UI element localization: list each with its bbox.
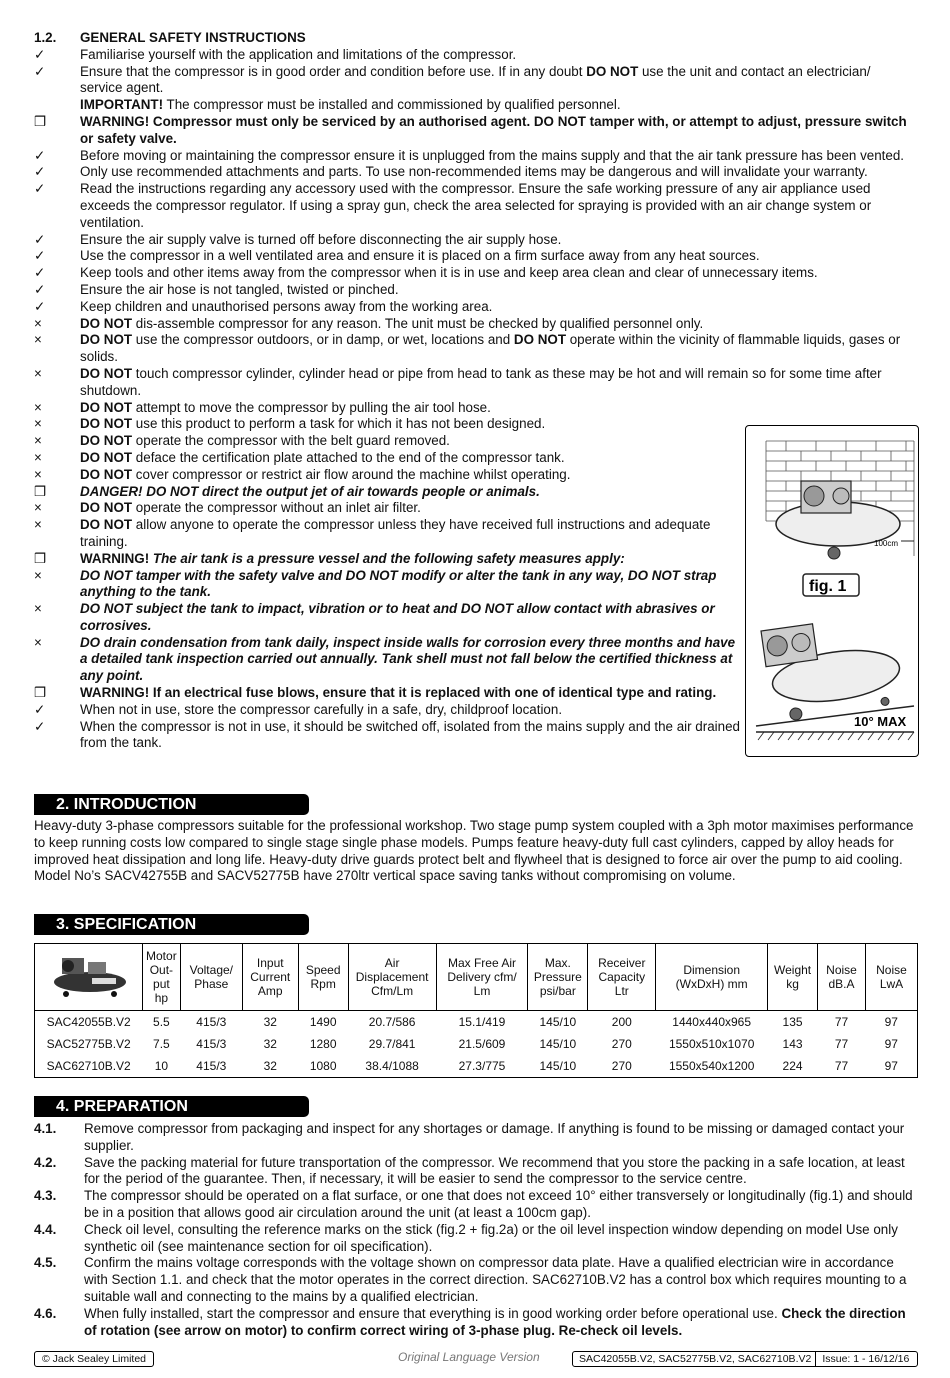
text-run: The compressor should be operated on a flat surface, or one that does not exceed 10° either transversely or longitudinally (fig.1) and should be in a position that allows good air circulation around the unit (at least a 100cm gap). — [84, 1188, 913, 1220]
cross-icon: × — [34, 567, 42, 583]
compressor-placement-illustration — [746, 426, 918, 756]
col-weight: Weight kg — [768, 944, 818, 1011]
safety-item-text — [80, 500, 742, 517]
table-cell: 135 — [782, 1015, 803, 1029]
safety-item — [34, 232, 914, 249]
safety-item-text — [80, 601, 742, 635]
figure-distance-label: 100cm — [874, 539, 899, 548]
preparation-number: 4.4. — [34, 1221, 57, 1237]
safety-item — [34, 114, 914, 148]
preparation-heading: 4. PREPARATION — [34, 1096, 309, 1117]
safety-item-text — [80, 568, 742, 602]
text-run: When not in use, store the compressor carefully in a safe, dry, childproof location. — [80, 701, 563, 717]
cross-icon: × — [34, 365, 42, 381]
preparation-number: 4.3. — [34, 1188, 57, 1204]
cross-icon: × — [34, 416, 42, 432]
safety-item-text — [80, 282, 914, 299]
safety-item — [34, 299, 914, 316]
compressor-icon — [48, 952, 128, 1000]
footer-model-issue — [572, 1351, 918, 1367]
check-icon: ✓ — [34, 248, 46, 264]
text-run: Only use recommended attachments and parts. To use non-recommended items may be dangerous and will invalidate your warranty. — [80, 164, 868, 180]
table-cell: 97 — [884, 1015, 898, 1029]
cross-icon: × — [34, 634, 42, 650]
text-run: use the unit and contact an electrician/ service agent. — [80, 63, 871, 96]
text-run: Use the compressor in a well ventilated area and ensure it is placed on a firm surface away from any heat sources. — [80, 248, 760, 264]
preparation-text — [84, 1222, 914, 1256]
text-run: dis-assemble compressor for any reason. The unit must be checked by qualified personnel only. — [132, 315, 704, 331]
safety-item-text — [80, 64, 914, 98]
specification-body — [35, 1011, 918, 1078]
table-cell: 415/3 — [196, 1037, 227, 1051]
table-cell: 1550x540x1200 — [656, 1055, 768, 1078]
preparation-number: 4.5. — [34, 1255, 57, 1271]
text-run: Keep children and unauthorised persons away from the working area. — [80, 298, 493, 314]
text-run: DO drain condensation from tank daily, inspect inside walls for corrosion every three months and have a detailed tank inspection carried out annually. Tank shell must not fall below the certified thickness at any point. — [80, 634, 736, 684]
text-run: use this product to perform a task for which it has not been designed. — [132, 416, 546, 432]
safety-item — [34, 164, 914, 181]
table-cell: 200 — [611, 1015, 632, 1029]
table-cell: 97 — [865, 1055, 917, 1078]
safety-item-text — [80, 400, 742, 417]
safety-item — [34, 316, 914, 333]
text-run: deface the certification plate attached to the end of the compressor tank. — [132, 449, 565, 465]
specification-heading: 3. SPECIFICATION — [34, 914, 309, 935]
table-row — [35, 1011, 918, 1034]
check-icon: ✓ — [34, 147, 46, 163]
safety-item — [34, 64, 914, 98]
safety-item — [34, 248, 914, 265]
specification-table — [34, 943, 918, 1078]
safety-item-text — [80, 450, 742, 467]
check-icon: ✓ — [34, 718, 46, 734]
preparation-text — [84, 1155, 914, 1189]
safety-item-text — [80, 517, 742, 551]
table-cell: 270 — [611, 1037, 632, 1051]
check-icon: ✓ — [34, 181, 46, 197]
text-run: DO NOT subject the tank to impact, vibration or to heat and DO NOT allow contact with abrasives or corrosives. — [80, 601, 715, 633]
safety-item-text — [80, 316, 914, 333]
text-run: DO NOT — [80, 433, 133, 449]
safety-item-text — [80, 232, 914, 249]
table-cell: 145/10 — [539, 1037, 577, 1051]
cross-icon: × — [34, 315, 42, 331]
text-run: The air tank is a pressure vessel and the following safety measures apply: — [152, 550, 625, 566]
preparation-item — [34, 1306, 914, 1340]
safety-item-text — [80, 181, 914, 231]
preparation-item — [34, 1222, 914, 1256]
safety-item — [34, 265, 914, 282]
safety-item-text — [80, 433, 742, 450]
check-icon: ✓ — [34, 231, 46, 247]
text-run: WARNING! Compressor must only be serviced by an authorised agent. DO NOT tamper with, or attempt to adjust, pressure switch or safety valve. — [80, 113, 907, 146]
text-run: attempt to move the compressor by pulling the air tool hose. — [132, 399, 491, 415]
safety-item — [34, 400, 914, 417]
figure-label: fig. 1 — [809, 578, 847, 595]
col-noise-dba: Noise dB.A — [818, 944, 866, 1011]
table-row — [35, 1055, 918, 1078]
compressor-thumbnail — [35, 944, 143, 1011]
specification-header-row — [35, 944, 918, 1011]
warning-box-icon: ❒ — [34, 550, 47, 566]
safety-item-text — [80, 635, 742, 685]
safety-item-text — [80, 416, 742, 433]
text-run: Confirm the mains voltage corresponds with the voltage shown on compressor data plate. Have a qualified electrician wire in accordance with Section 1.1. and check that the motor operates in the correct direction. SAC62710B.V2 has a control box which requires mounting to a suitable wall and connecting to the mains by a qualified electrician. — [84, 1255, 907, 1304]
text-run: DO NOT — [80, 500, 133, 516]
table-cell: 29.7/841 — [368, 1037, 416, 1051]
preparation-text — [84, 1188, 914, 1222]
text-run: Ensure the air hose is not tangled, twisted or pinched. — [80, 281, 399, 297]
check-icon: ✓ — [34, 701, 46, 717]
table-cell: 1280 — [309, 1037, 337, 1051]
text-run: When fully installed, start the compressor and ensure that everything is in good working order before operational use. — [84, 1305, 782, 1321]
model-number: SAC52775B.V2 — [46, 1037, 131, 1051]
col-max-free-air: Max Free Air Delivery cfm/ Lm — [436, 944, 528, 1011]
safety-number: 1.2. — [34, 30, 57, 45]
col-air-displacement: Air Displacement Cfm/Lm — [348, 944, 436, 1011]
warning-box-icon: ❒ — [34, 483, 47, 499]
model-number: SAC62710B.V2 — [35, 1055, 143, 1078]
blank-marker — [34, 97, 80, 114]
preparation-item — [34, 1188, 914, 1222]
check-icon: ✓ — [34, 265, 46, 281]
cross-icon: × — [34, 466, 42, 482]
text-run: Before moving or maintaining the compressor ensure it is unplugged from the mains supply and that the air tank pressure has been vented. — [80, 147, 904, 163]
text-run: DO NOT — [586, 63, 639, 79]
cross-icon: × — [34, 500, 42, 516]
col-motor-output: Motor Out-put hp — [142, 944, 180, 1011]
footer-copyright: © Jack Sealey Limited — [34, 1351, 154, 1367]
col-dimension: Dimension (WxDxH) mm — [656, 944, 768, 1011]
text-run: Ensure that the compressor is in good order and condition before use. If in any doubt — [80, 63, 587, 79]
table-cell: 143 — [782, 1037, 803, 1051]
safety-item — [34, 47, 914, 64]
safety-item-text — [80, 164, 914, 181]
table-cell: 97 — [884, 1037, 898, 1051]
text-run: DO NOT — [80, 449, 133, 465]
safety-item-text — [80, 484, 742, 501]
figure-angle-label: 10° MAX — [854, 714, 907, 729]
footer-language: Original Language Version — [398, 1350, 540, 1364]
cross-icon: × — [34, 517, 42, 533]
check-icon: ✓ — [34, 46, 46, 62]
text-run: Check the direction of rotation (see arrow on motor) to confirm correct wiring of 3-phase plug. Re-check oil levels. — [84, 1305, 906, 1338]
preparation-text — [84, 1121, 914, 1155]
safety-item-text — [80, 97, 914, 114]
cross-icon: × — [34, 449, 42, 465]
preparation-item — [34, 1155, 914, 1189]
check-icon: ✓ — [34, 63, 46, 79]
text-run: operate the compressor with the belt guard removed. — [132, 433, 450, 449]
text-run: DO NOT — [80, 466, 133, 482]
text-run: DO NOT — [80, 399, 133, 415]
col-receiver-capacity: Receiver Capacity Ltr — [588, 944, 656, 1011]
table-cell: 32 — [263, 1037, 277, 1051]
text-run: DO NOT — [80, 332, 133, 348]
text-run: DO NOT — [80, 416, 133, 432]
text-run: Remove compressor from packaging and inspect for any shortages or damage. If anything is found to be missing or damaged contact your supplier. — [84, 1121, 905, 1153]
text-run: Familiarise yourself with the application and limitations of the compressor. — [80, 46, 517, 62]
text-run: When the compressor is not in use, it should be switched off, isolated from the mains supply and the air drained from the tank. — [80, 718, 740, 751]
col-noise-lwa: Noise LwA — [865, 944, 917, 1011]
safety-heading — [34, 30, 914, 47]
preparation-item — [34, 1255, 914, 1305]
cross-icon: × — [34, 601, 42, 617]
text-run: use the compressor outdoors, or in damp, or wet, locations and — [132, 332, 514, 348]
safety-item — [34, 332, 914, 366]
table-cell: 270 — [588, 1055, 656, 1078]
safety-item-text — [80, 685, 742, 702]
col-max-pressure: Max. Pressure psi/bar — [528, 944, 588, 1011]
text-run: Ensure the air supply valve is turned off before disconnecting the air supply hose. — [80, 231, 562, 247]
text-run: DO NOT — [80, 315, 133, 331]
text-run: Check oil level, consulting the reference marks on the stick (fig.2 + fig.2a) or the oil level inspection window depending on model Use only synthetic oil (see maintenance section for oil specification). — [84, 1221, 898, 1254]
cross-icon: × — [34, 399, 42, 415]
preparation-number: 4.1. — [34, 1121, 57, 1136]
footer-models: SAC42055B.V2, SAC52775B.V2, SAC62710B.V2 — [573, 1352, 816, 1366]
text-run: cover compressor or restrict air flow around the machine whilst operating. — [132, 466, 571, 482]
cross-icon: × — [34, 332, 42, 348]
text-run: touch compressor cylinder, cylinder head or pipe from head to tank as these may be hot and will remain so for some time after shutdown. — [80, 365, 882, 398]
model-number: SAC42055B.V2 — [46, 1015, 131, 1029]
text-run: operate within the vicinity of flammable liquids, gases or solids. — [80, 332, 901, 365]
safety-item-text — [80, 248, 914, 265]
safety-item-text — [80, 551, 742, 568]
table-cell: 21.5/609 — [458, 1037, 506, 1051]
table-cell: 415/3 — [196, 1015, 227, 1029]
safety-item-text — [80, 114, 914, 148]
safety-item-text — [80, 467, 742, 484]
text-run: The compressor must be installed and commissioned by qualified personnel. — [163, 97, 621, 113]
text-run: allow anyone to operate the compressor unless they have received full instructions and adequate training. — [80, 517, 711, 549]
table-cell: 10 — [142, 1055, 180, 1078]
table-cell: 7.5 — [153, 1037, 170, 1051]
text-run: DO NOT — [513, 332, 566, 348]
col-speed: Speed Rpm — [298, 944, 348, 1011]
preparation-item — [34, 1121, 914, 1155]
text-run: Save the packing material for future transportation of the compressor. We recommend that you store the packing in a safe location, at least for the period of the guarantee. Then, if necessary, it will be easier to send the compressor to the service centre. — [84, 1154, 905, 1187]
check-icon: ✓ — [34, 298, 46, 314]
preparation-number: 4.6. — [34, 1305, 57, 1321]
table-cell: 38.4/1088 — [348, 1055, 436, 1078]
table-row — [35, 1033, 918, 1055]
preparation-list — [34, 1121, 914, 1339]
preparation-text — [84, 1255, 914, 1305]
safety-item-text — [80, 719, 742, 753]
text-run: Keep tools and other items away from the compressor when it is in use and keep area clean and clear of unnecessary items. — [80, 265, 818, 281]
table-cell: 77 — [834, 1015, 849, 1029]
safety-item-text — [80, 47, 914, 64]
footer-issue: Issue: 1 - 16/12/16 — [822, 1353, 910, 1365]
safety-item-text — [80, 148, 914, 165]
text-run: DO NOT — [80, 517, 133, 533]
table-cell: 1440x440x965 — [672, 1015, 752, 1029]
safety-item-text — [80, 366, 914, 400]
table-cell: 1550x510x1070 — [668, 1037, 755, 1051]
table-cell: 77 — [818, 1055, 866, 1078]
table-cell: 27.3/775 — [436, 1055, 528, 1078]
table-cell: 415/3 — [180, 1055, 242, 1078]
introduction-heading: 2. INTRODUCTION — [34, 794, 309, 815]
table-cell: 145/10 — [528, 1055, 588, 1078]
table-cell: 15.1/419 — [458, 1015, 506, 1029]
col-voltage-phase: Voltage/ Phase — [180, 944, 242, 1011]
safety-item — [34, 148, 914, 165]
table-cell: 77 — [834, 1037, 849, 1051]
text-run: DANGER! DO NOT direct the output jet of air towards people or animals. — [80, 483, 540, 499]
introduction-text: Heavy-duty 3-phase compressors suitable for the professional workshop. Two stage pump system coupled with a 3ph motor maximises performance to keep running costs low compared to single stage single phase models. Pumps feature heavy-duty full cast cylinders, capped by alloy heads for improved heat dissipation and long life. Heavy-duty drive guards protect belt and flywheel that is designed to force air over the pump to aid cooling. Model No’s SACV42755B and SACV52775B have 270ltr vertical space saving tanks without compromising on volume. — [34, 818, 914, 884]
safety-item-text — [80, 299, 914, 316]
warning-box-icon: ❒ — [34, 113, 47, 129]
figure-1 — [745, 425, 919, 757]
safety-item — [34, 181, 914, 231]
safety-item — [34, 282, 914, 299]
text-run: Read the instructions regarding any accessory used with the compressor. Ensure the safe working pressure of any air appliance used exceeds the compressor regulator. If using a spray gun, check the area selected for spraying is provided with an air change system or ventilation. — [80, 181, 872, 230]
text-run: operate the compressor without an inlet air filter. — [132, 500, 421, 516]
check-icon: ✓ — [34, 164, 46, 180]
safety-item-text — [80, 265, 914, 282]
safety-item — [34, 97, 914, 114]
check-icon: ✓ — [34, 281, 46, 297]
warning-box-icon: ❒ — [34, 685, 47, 701]
table-cell: 5.5 — [153, 1015, 170, 1029]
cross-icon: × — [34, 433, 42, 449]
text-run: DO NOT — [80, 365, 133, 381]
col-input-current: Input Current Amp — [242, 944, 298, 1011]
table-cell: 145/10 — [539, 1015, 577, 1029]
safety-title: GENERAL SAFETY INSTRUCTIONS — [80, 30, 306, 45]
text-run: WARNING! If an electrical fuse blows, ensure that it is replaced with one of identical type and rating. — [80, 685, 717, 701]
text-run: DO NOT tamper with the safety valve and DO NOT modify or alter the tank in any way, DO NOT strap anything to the tank. — [80, 567, 717, 600]
text-run: WARNING! — [80, 550, 153, 566]
table-cell: 32 — [242, 1055, 298, 1078]
table-cell: 224 — [768, 1055, 818, 1078]
safety-item-text — [80, 702, 742, 719]
table-cell: 20.7/586 — [368, 1015, 416, 1029]
safety-item-text — [80, 332, 914, 366]
table-cell: 32 — [263, 1015, 277, 1029]
text-run: IMPORTANT! — [80, 97, 164, 113]
preparation-text — [84, 1306, 914, 1340]
preparation-number: 4.2. — [34, 1154, 57, 1170]
table-cell: 1490 — [309, 1015, 337, 1029]
safety-item — [34, 366, 914, 400]
table-cell: 1080 — [298, 1055, 348, 1078]
